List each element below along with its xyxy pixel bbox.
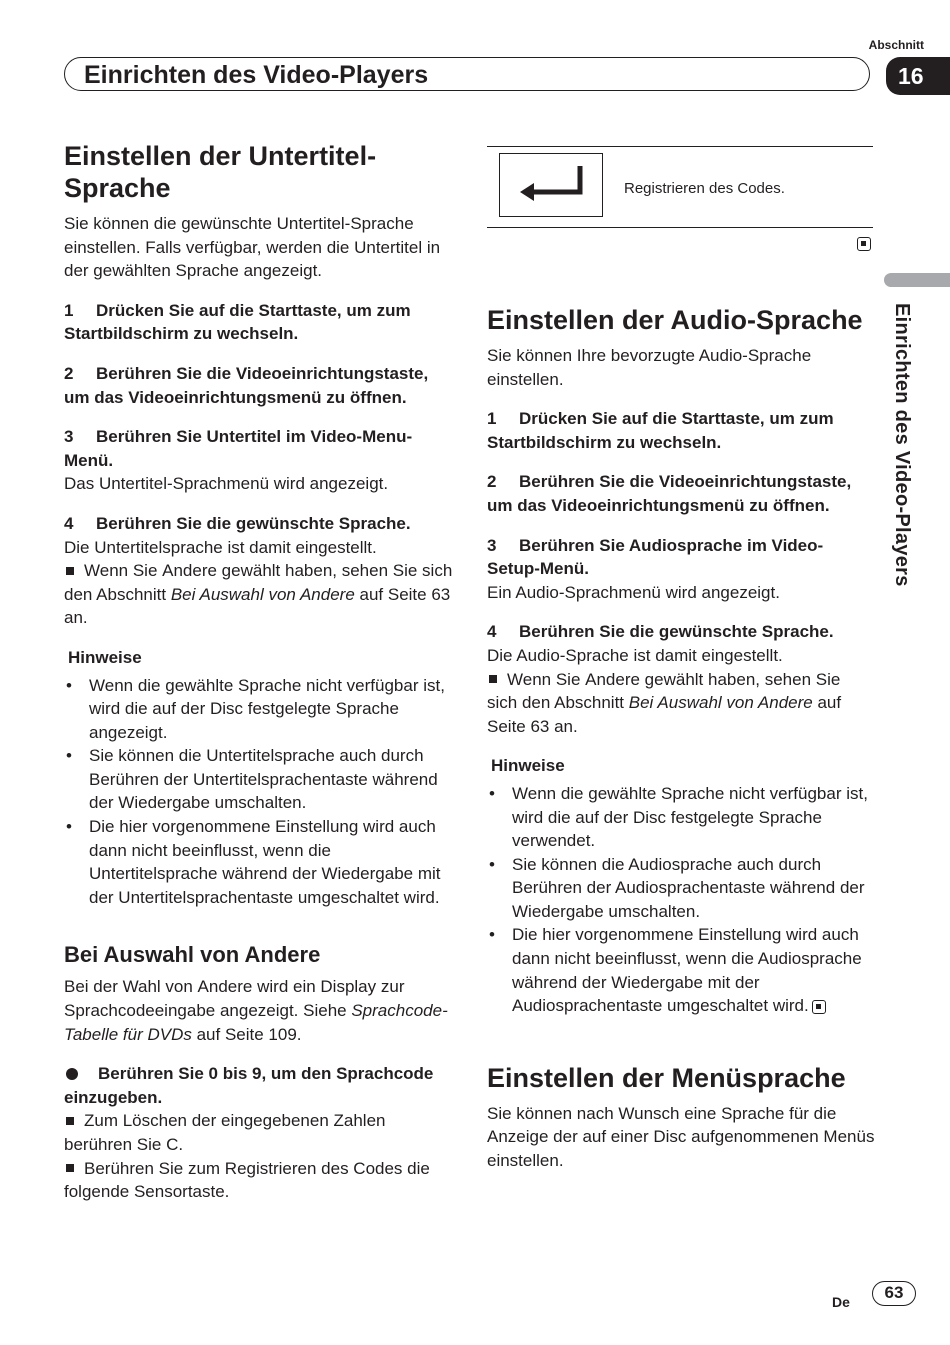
filled-circle-bullet-icon [66, 1068, 78, 1080]
menu-heading: Einstellen der Menüsprache [487, 1062, 846, 1093]
side-tab-marker [884, 273, 950, 287]
audio-step-2: 2 Berühren Sie die Videoeinrichtungstaste, um das Videoeinrichtungsmenü zu öffnen. [487, 472, 852, 515]
key-description: Registrieren des Codes. [624, 180, 785, 197]
section-label: Abschnitt [868, 38, 924, 52]
andere-heading: Bei Auswahl von Andere [64, 942, 321, 968]
audio-step-4-result: Die Audio-Sprache ist damit eingestellt. [487, 645, 783, 665]
enter-key-icon [499, 153, 603, 217]
key-table [487, 146, 873, 228]
right-column [487, 146, 875, 1173]
section-number-badge: 16 [886, 57, 950, 95]
list-item: • Wenn die gewählte Sprache nicht verfügbar ist, wird die auf der Disc festgelegte Sprache verwendet. [487, 782, 875, 853]
audio-step-4: 4 Berühren Sie die gewünschte Sprache. [487, 622, 834, 642]
audio-hinweise-list [487, 782, 875, 1018]
language-code: De [832, 1294, 850, 1310]
section-end-icon [857, 237, 871, 251]
andere-intro: Bei der Wahl von Andere wird ein Display zur Sprachcodeeingabe angezeigt. Siehe Sprachcode-Tabelle für DVDs auf Seite 109. [64, 977, 448, 1044]
subtitle-step-2: 2 Berühren Sie die Videoeinrichtungstaste, um das Videoeinrichtungsmenü zu öffnen. [64, 363, 429, 407]
list-item: • Sie können die Untertitelsprache auch durch Berühren der Untertitelsprachentaste während der Wiedergabe umschalten. [64, 744, 454, 815]
subtitle-step-1: 1 Drücken Sie auf die Starttaste, um zum Startbildschirm zu wechseln. [64, 300, 411, 344]
list-item: • Die hier vorgenommene Einstellung wird auch dann nicht beeinflusst, wenn die Audiosprache während der Wiedergabe mit der Audiosprachentaste umgeschaltet wird. [487, 923, 875, 1017]
square-bullet-icon [489, 675, 497, 683]
audio-step-3-result: Ein Audio-Sprachmenü wird angezeigt. [487, 582, 780, 602]
audio-intro: Sie können Ihre bevorzugte Audio-Sprache einstellen. [487, 346, 812, 389]
square-bullet-icon [66, 1117, 74, 1125]
subtitle-heading: Einstellen der Untertitel-Sprache [64, 141, 377, 203]
audio-step-1: 1 Drücken Sie auf die Starttaste, um zum Startbildschirm zu wechseln. [487, 409, 834, 452]
list-item: • Wenn die gewählte Sprache nicht verfügbar ist, wird die auf der Disc festgelegte Sprache angezeigt. [64, 674, 454, 745]
subtitle-hinweise-title: Hinweise [68, 647, 142, 667]
page-title: Einrichten des Video-Players [84, 61, 429, 89]
menu-intro: Sie können nach Wunsch eine Sprache für die Anzeige der auf einer Disc aufgenommenen Menüs einstellen. [487, 1103, 875, 1171]
andere-sub-note-1: Zum Löschen der eingegebenen Zahlen berühren Sie C. [64, 1111, 386, 1154]
section-end-icon [812, 1000, 826, 1014]
subtitle-note: Wenn Sie Andere gewählt haben, sehen Sie sich den Abschnitt Bei Auswahl von Andere auf Seite 63 an. [64, 561, 453, 628]
subtitle-step-3-result: Das Untertitel-Sprachmenü wird angezeigt. [64, 474, 389, 494]
side-tab-text: Einrichten des Video-Players [891, 303, 913, 587]
andere-bullet-step: Berühren Sie 0 bis 9, um den Sprachcode einzugeben. [64, 1064, 434, 1107]
square-bullet-icon [66, 1164, 74, 1172]
andere-sub-note-2: Berühren Sie zum Registrieren des Codes die folgende Sensortaste. [64, 1158, 430, 1202]
page-number: 63 [872, 1281, 916, 1306]
list-item: • Die hier vorgenommene Einstellung wird auch dann nicht beeinflusst, wenn die Untertitelsprache während der Wiedergabe mit der Untertitelsprachentaste umgeschaltet wird. [64, 815, 454, 909]
subtitle-step-4-result: Die Untertitelsprache ist damit eingestellt. [64, 537, 377, 557]
subtitle-step-4: 4 Berühren Sie die gewünschte Sprache. [64, 513, 411, 533]
square-bullet-icon [66, 567, 74, 575]
left-column [64, 140, 454, 1204]
audio-step-3: 3 Berühren Sie Audiosprache im Video-Setup-Menü. [487, 535, 824, 579]
subtitle-step-3: 3 Berühren Sie Untertitel im Video-Menu-Menü. [64, 427, 413, 470]
subtitle-hinweise-list [64, 674, 454, 910]
audio-note: Wenn Sie Andere gewählt haben, sehen Sie sich den Abschnitt Bei Auswahl von Andere auf Seite 63 an. [487, 669, 842, 736]
audio-hinweise-title: Hinweise [491, 756, 565, 776]
audio-heading: Einstellen der Audio-Sprache [487, 305, 863, 335]
list-item: • Sie können die Audiosprache auch durch Berühren der Audiosprachentaste während der Wiedergabe umschalten. [487, 853, 875, 924]
subtitle-intro: Sie können die gewünschte Untertitel-Sprache einstellen. Falls verfügbar, werden die Untertitel in der gewählten Sprache angezeigt. [64, 214, 441, 281]
